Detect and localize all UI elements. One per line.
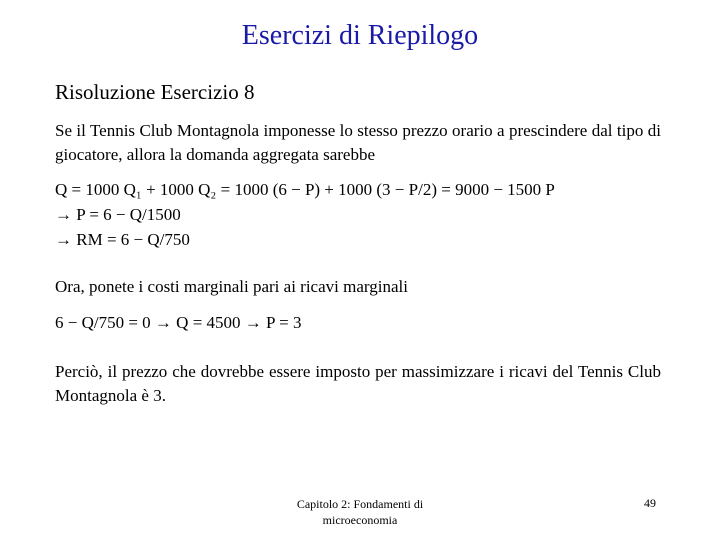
footer-chapter: Capitolo 2: Fondamenti di microeconomia [296,497,424,527]
exercise-subtitle: Risoluzione Esercizio 8 [55,80,255,104]
equation-line-aggregate-demand: Q = 1000 Q₁ + 1000 Q₂ = 1000 (6 − P) + 1000 (3 − P/2) = 9000 − 1500 P [55,180,555,199]
intro-paragraph: Se il Tennis Club Montagnola imponesse lo stesso prezzo orario a prescindere dal tipo di giocatore, allora la domanda aggregata sarebbe [55,121,661,164]
solution-equation-line: 6 − Q/750 = 0 → Q = 4500 → P = 3 [55,313,302,332]
marginal-intro-text: Ora, ponete i costi marginali pari ai ricavi marginali [55,277,408,296]
conclusion-paragraph: Perciò, il prezzo che dovrebbe essere imposto per massimizzare i ricavi del Tennis Club Montagnola è 3. [55,362,661,405]
equation-line-marginal-revenue: → RM = 6 − Q/750 [55,230,190,249]
equation-line-inverse-demand: → P = 6 − Q/1500 [55,205,181,224]
slide-title: Esercizi di Riepilogo [241,20,479,51]
page-number: 49 [644,496,656,510]
